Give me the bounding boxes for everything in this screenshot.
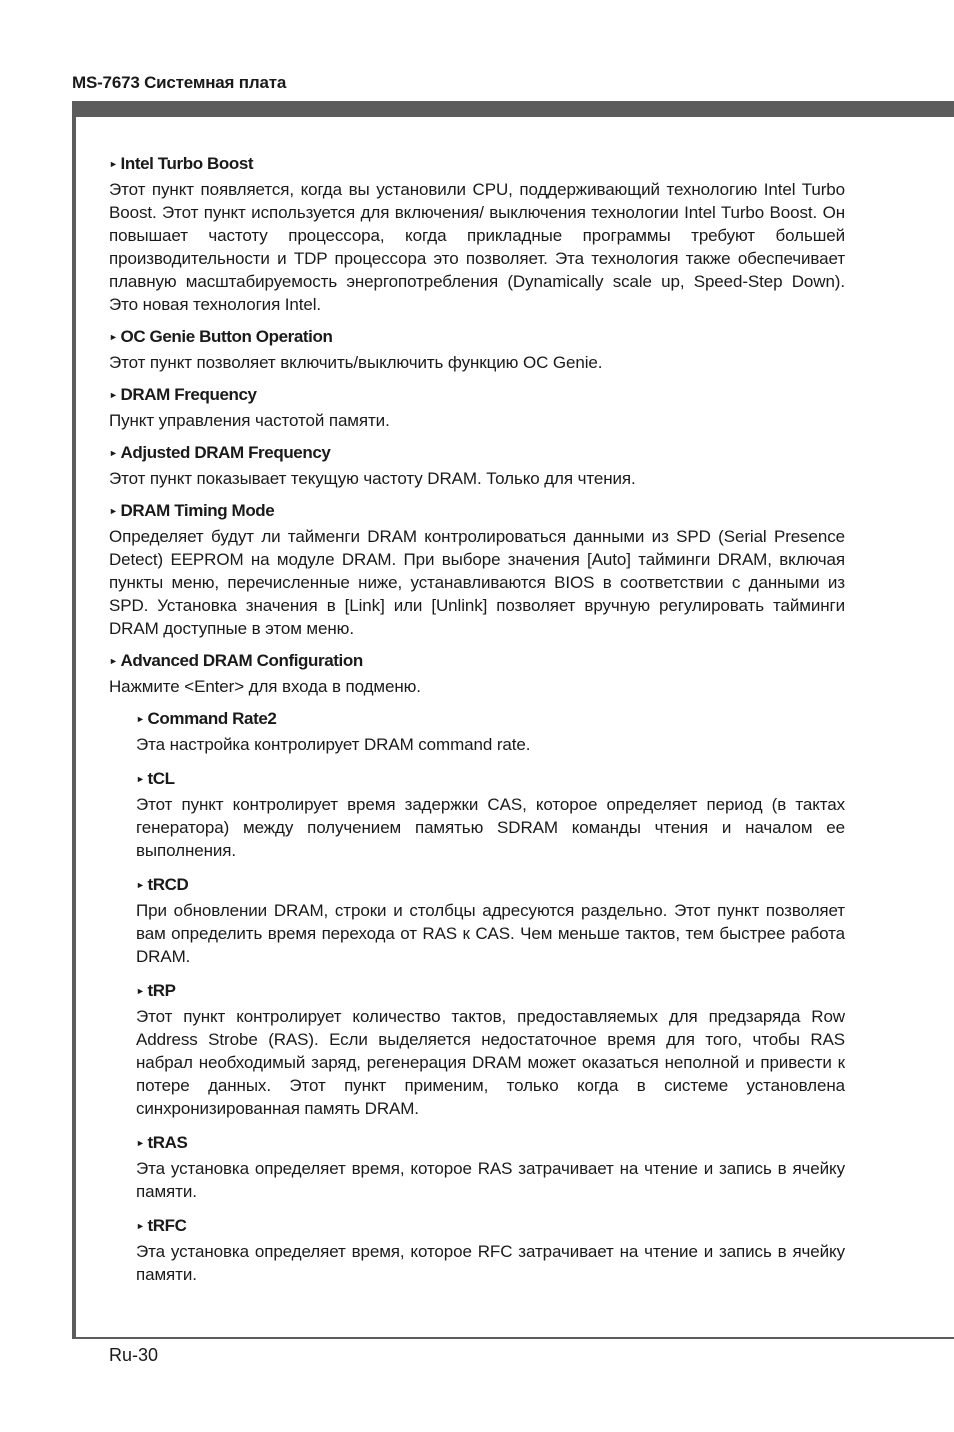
menu-item-dram-frequency: [109, 383, 845, 432]
page-header-title: MS-7673 Системная плата: [72, 73, 287, 92]
menu-item-advanced-dram-configuration: [109, 649, 845, 698]
item-description: Этот пункт контролирует количество тактов, предоставляемых для предзаряда Row Address Strobe (RAS). Если выделяется недостаточное время для того, чтобы RAS набрал необходимый заряд, регенерация DRAM может оказаться неполной и привести к потере данных. Этот пункт применим, только когда в системе установлена синхронизированная память DRAM.: [136, 1007, 845, 1118]
bullet-icon: ►: [109, 506, 118, 516]
item-title-text: Advanced DRAM Configuration: [120, 651, 363, 670]
menu-item-intel-turbo-boost: [109, 152, 845, 316]
item-title-text: tCL: [147, 769, 175, 788]
item-description: Этот пункт появляется, когда вы установили CPU, поддерживающий технологию Intel Turbo Boost. Этот пункт используется для включения/ выключения технологии Intel Turbo Boost. Он повышает частоту процессора, когда прикладные программы требуют большей производительности и TDP процессора это позволяет. Эта технология также обеспечивает плавную масштабируемость энергопотребления (Dynamically scale up, Speed-Step Down). Это новая технология Intel.: [109, 180, 845, 314]
bullet-icon: ►: [136, 714, 145, 724]
item-description: При обновлении DRAM, строки и столбцы адресуются раздельно. Этот пункт позволяет вам определить время перехода от RAS к CAS. Чем меньше тактов, тем быстрее работа DRAM.: [136, 901, 845, 966]
bullet-icon: ►: [136, 880, 145, 890]
item-title-text: DRAM Timing Mode: [120, 501, 275, 520]
item-description: Пункт управления частотой памяти.: [109, 411, 390, 430]
submenu-item-trfc: [136, 1214, 845, 1286]
menu-item-oc-genie-button-operation: [109, 325, 845, 374]
item-description: Этот пункт контролирует время задержки CAS, которое определяет период (в тактах генератора) между получением памятью SDRAM команды чтения и началом ее выполнения.: [136, 795, 845, 860]
item-title: [136, 1131, 845, 1154]
item-title: [109, 499, 845, 522]
header-bar: [72, 101, 954, 117]
item-title: [136, 1214, 845, 1237]
item-title-text: Intel Turbo Boost: [120, 154, 254, 173]
bullet-icon: ►: [136, 986, 145, 996]
menu-item-adjusted-dram-frequency: [109, 441, 845, 490]
bullet-icon: ►: [136, 774, 145, 784]
item-description: Эта установка определяет время, которое RFC затрачивает на чтение и запись в ячейку памяти.: [136, 1242, 845, 1284]
bullet-icon: ►: [109, 159, 118, 169]
item-description: Эта настройка контролирует DRAM command rate.: [136, 735, 531, 754]
bullet-icon: ►: [109, 332, 118, 342]
item-description: Эта установка определяет время, которое RAS затрачивает на чтение и запись в ячейку памяти.: [136, 1159, 845, 1201]
item-title: [109, 325, 845, 348]
bullet-icon: ►: [109, 448, 118, 458]
item-title: [136, 873, 845, 896]
item-title-text: tRP: [147, 981, 176, 1000]
left-margin-rule: [72, 101, 76, 1339]
item-title: [109, 383, 845, 406]
bullet-icon: ►: [136, 1138, 145, 1148]
bullet-icon: ►: [109, 656, 118, 666]
item-description: Определяет будут ли тайменги DRAM контролироваться данными из SPD (Serial Presence Detect) EEPROM на модуле DRAM. При выборе значения [Auto] тайминги DRAM, включая пункты меню, перечисленные ниже, устанавливаются BIOS в соответствии с данными из SPD. Установка значения в [Link] или [Unlink] позволяет вручную регулировать тайминги DRAM доступные в этом меню.: [109, 527, 845, 638]
item-title: [136, 979, 845, 1002]
submenu-item-command-rate2: [136, 707, 845, 756]
item-description: Нажмите <Enter> для входа в подменю.: [109, 677, 421, 696]
item-title-text: tRFC: [147, 1216, 187, 1235]
item-title: [109, 152, 845, 175]
item-title-text: OC Genie Button Operation: [120, 327, 333, 346]
footer-rule: [72, 1337, 954, 1339]
item-title: [136, 707, 845, 730]
item-title-text: Adjusted DRAM Frequency: [120, 443, 331, 462]
item-title-text: tRAS: [147, 1133, 188, 1152]
menu-item-dram-timing-mode: [109, 499, 845, 640]
page-content: [109, 152, 845, 1297]
submenu-item-trp: [136, 979, 845, 1120]
item-description: Этот пункт показывает текущую частоту DRAM. Только для чтения.: [109, 469, 636, 488]
submenu-item-tras: [136, 1131, 845, 1203]
item-description: Этот пункт позволяет включить/выключить функцию OC Genie.: [109, 353, 603, 372]
item-title-text: Command Rate2: [147, 709, 277, 728]
item-title-text: tRCD: [147, 875, 189, 894]
item-title: [109, 649, 845, 672]
item-title: [136, 767, 845, 790]
page-number: Ru-30: [109, 1345, 159, 1365]
bullet-icon: ►: [109, 390, 118, 400]
submenu-item-tcl: [136, 767, 845, 862]
item-title: [109, 441, 845, 464]
bullet-icon: ►: [136, 1221, 145, 1231]
item-title-text: DRAM Frequency: [120, 385, 257, 404]
submenu-item-trcd: [136, 873, 845, 968]
